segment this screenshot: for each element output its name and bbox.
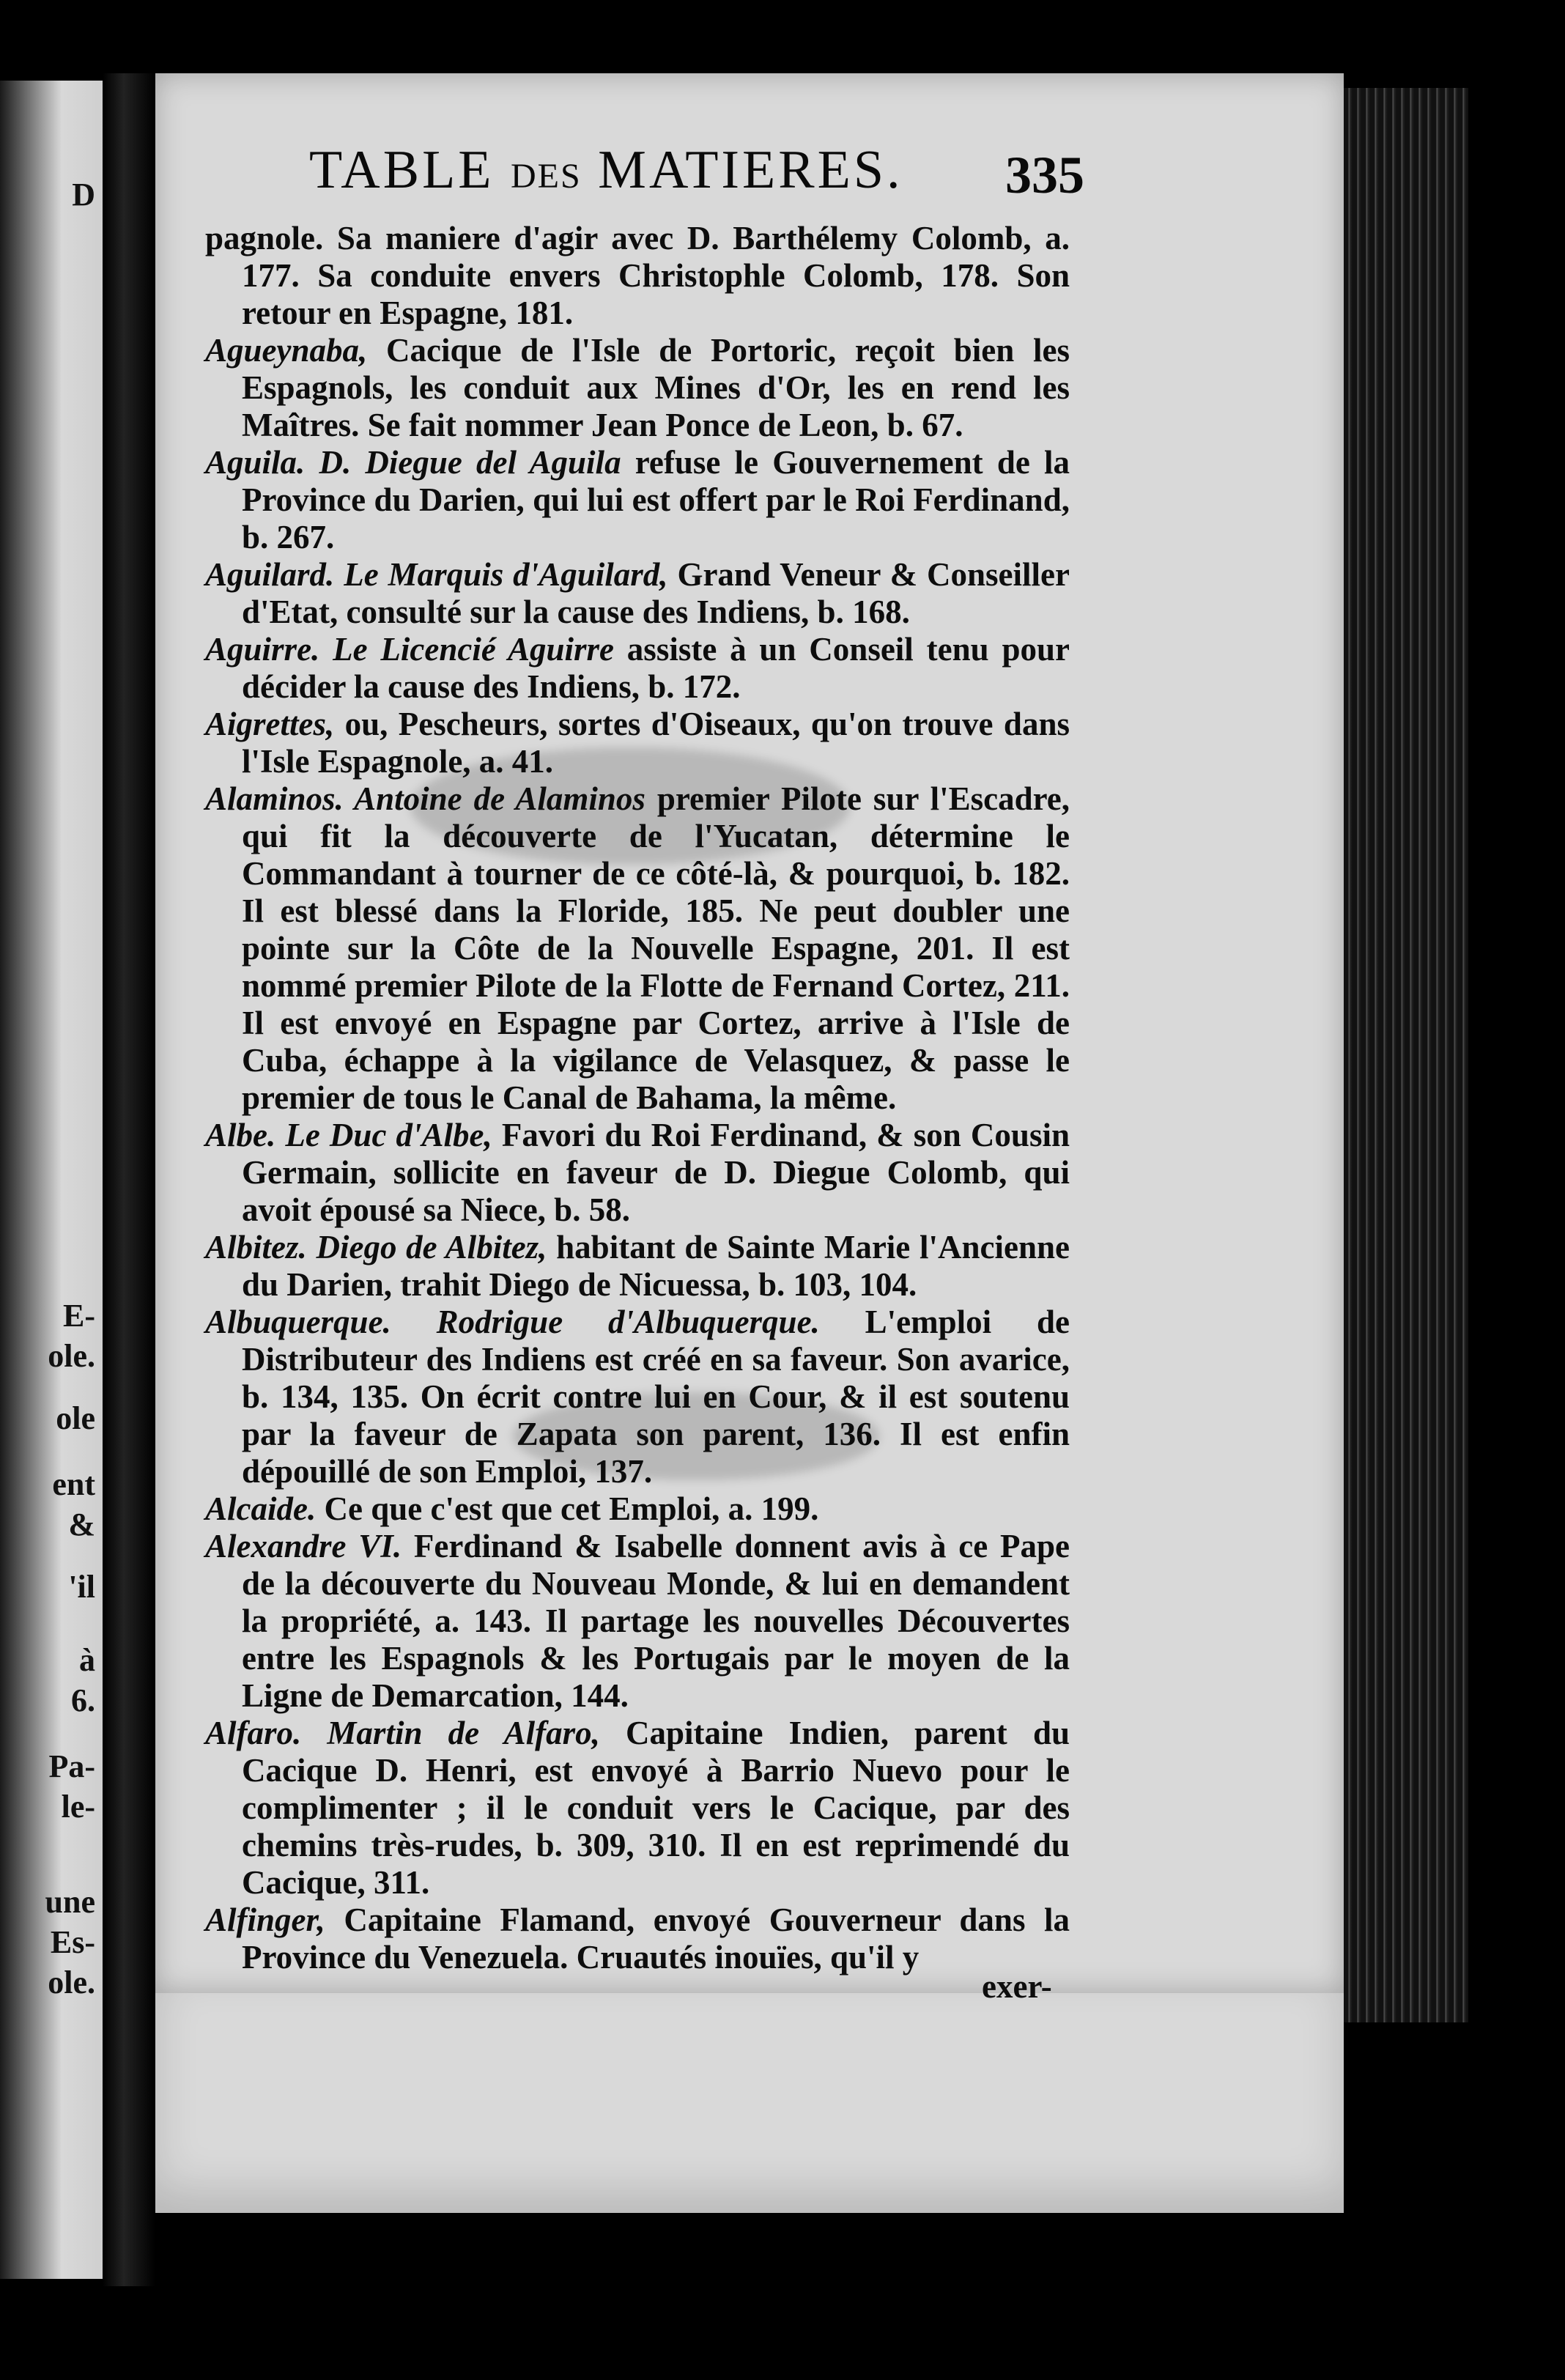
facing-page-fragment: D (72, 177, 95, 212)
index-entry (205, 1490, 1070, 1528)
index-entry (205, 332, 1070, 444)
page-edges (1344, 88, 1468, 2022)
facing-page-fragment: à (79, 1642, 95, 1678)
index-entry (205, 1528, 1070, 1715)
running-header (155, 139, 1344, 212)
entry-head: Alfaro. Martin de Alfaro, (205, 1715, 600, 1751)
title-part: TABLE (309, 140, 511, 200)
facing-page-fragment: 6. (71, 1682, 95, 1718)
index-entry (205, 631, 1070, 706)
index-entry (205, 444, 1070, 556)
book-page-bottom (155, 1993, 1344, 2213)
entry-text: premier Pilote sur l'Escadre, qui fit la découverte de l'Yucatan, détermine le Commandant à tourner de ce côté-là, & pourquoi, b. 182. Il est blessé dans la Floride, 185. Ne peut doubler une pointe sur la Côte de la Nouvelle Espagne, 201. Il est nommé premier Pilote de la Flotte de Fernand Cortez, 211. Il est envoyé en Espagne par Cortez, arrive à l'Isle de Cuba, échappe à la vigilance de Velasquez, & passe le premier de tous le Canal de Bahama, la même. (242, 780, 1070, 1116)
entry-text: Favori du Roi Ferdinand, & son Cousin Germain, sollicite en faveur de D. Diegue Colomb, qui avoit épousé sa Niece, b. 58. (242, 1117, 1070, 1228)
entry-head: Aguirre. Le Licencié Aguirre (205, 631, 614, 668)
entry-text: Ferdinand & Isabelle donnent avis à ce Pape de la découverte du Nouveau Monde, & lui en demandent la propriété, a. 143. Il partage les nouvelles Découvertes entre les Espagnols & les Portugais par le moyen de la Ligne de Demarcation, 144. (242, 1528, 1070, 1714)
index-entry (205, 1117, 1070, 1229)
entry-head: Alcaide. (205, 1490, 317, 1527)
index-entry (205, 1902, 1070, 1976)
facing-page-fragment: Es- (50, 1924, 95, 1960)
facing-page-fragment: ent (52, 1466, 95, 1502)
entry-text: Cacique de l'Isle de Portoric, reçoit bien les Espagnols, les conduit aux Mines d'Or, les en rend les Maîtres. Se fait nommer Jean Ponce de Leon, b. 67. (242, 332, 1070, 443)
facing-page-fragment: une (45, 1884, 95, 1920)
entry-head: Alaminos. Antoine de Alaminos (205, 780, 645, 817)
entry-head: Albitez. Diego de Albitez, (205, 1229, 547, 1265)
index-entry (205, 1304, 1070, 1490)
page-title (309, 139, 903, 202)
facing-page-fragment: ole (56, 1400, 95, 1436)
facing-page-fragment: Pa- (48, 1748, 95, 1784)
entry-text: pagnole. Sa maniere d'agir avec D. Barthélemy Colomb, a. 177. Sa conduite envers Christophle Colomb, 178. Son retour en Espagne, 181. (205, 220, 1070, 331)
index-entry (205, 706, 1070, 780)
index-entry (205, 780, 1070, 1117)
entry-text: Ce que c'est que cet Emploi, a. 199. (316, 1490, 819, 1527)
entry-head: Albe. Le Duc d'Albe, (205, 1117, 492, 1153)
entry-text: Capitaine Flamand, envoyé Gouverneur dans la Province du Venezuela. Cruautés inouïes, qu'il y (242, 1902, 1070, 1976)
entry-text: refuse le Gouvernement de la Province du Darien, qui lui est offert par le Roi Ferdinand, b. 267. (242, 444, 1070, 555)
page-number: 335 (1005, 146, 1084, 204)
index-entry (205, 1229, 1070, 1304)
book-gutter (103, 73, 155, 2286)
facing-page-fragment: ole. (48, 1338, 95, 1374)
entry-head: Aguilard. Le Marquis d'Aguilard, (205, 556, 668, 593)
catchword: exer- (982, 1968, 1052, 2005)
index-entry (205, 220, 1070, 332)
entry-head: Alexandre VI. (205, 1528, 402, 1564)
facing-page-fragment: & (68, 1507, 95, 1542)
facing-page-fragment: 'il (68, 1569, 95, 1605)
facing-page-fragment: ole. (48, 1965, 95, 2000)
index-entry (205, 1715, 1070, 1902)
entry-text: L'emploi de Distributeur des Indiens est créé en sa faveur. Son avarice, b. 134, 135. On écrit contre lui en Cour, & il est soutenu par la faveur de Zapata son parent, 136. Il est enfin dépouillé de son Emploi, 137. (242, 1304, 1070, 1490)
entry-head: Aguila. D. Diegue del Aguila (205, 444, 621, 481)
entry-head: Albuquerque. Rodrigue d'Albuquerque. (205, 1304, 820, 1340)
entry-text: Capitaine Indien, parent du Cacique D. Henri, est envoyé à Barrio Nuevo pour le complimenter ; il le conduit vers le Cacique, par des chemins très-rudes, b. 309, 310. Il en est reprimendé du Cacique, 311. (242, 1715, 1070, 1901)
entry-text: ou, Pescheurs, sortes d'Oiseaux, qu'on trouve dans l'Isle Espagnole, a. 41. (242, 706, 1070, 780)
index-text (205, 220, 1070, 1976)
title-part: DES (510, 157, 582, 196)
entry-head: Aigrettes, (205, 706, 335, 742)
entry-head: Agueynaba, (205, 332, 368, 369)
index-entry (205, 556, 1070, 631)
entry-head: Alfinger, (205, 1902, 325, 1938)
entry-text: assiste à un Conseil tenu pour décider la cause des Indiens, b. 172. (242, 631, 1070, 705)
entry-text: habitant de Sainte Marie l'Ancienne du Darien, trahit Diego de Nicuessa, b. 103, 104. (242, 1229, 1070, 1303)
facing-page-fragment: E- (63, 1298, 95, 1334)
facing-page (0, 81, 103, 2279)
entry-text: Grand Veneur & Conseiller d'Etat, consulté sur la cause des Indiens, b. 168. (242, 556, 1070, 630)
title-part: MATIERES. (581, 140, 903, 200)
facing-page-fragment: le- (61, 1789, 95, 1825)
